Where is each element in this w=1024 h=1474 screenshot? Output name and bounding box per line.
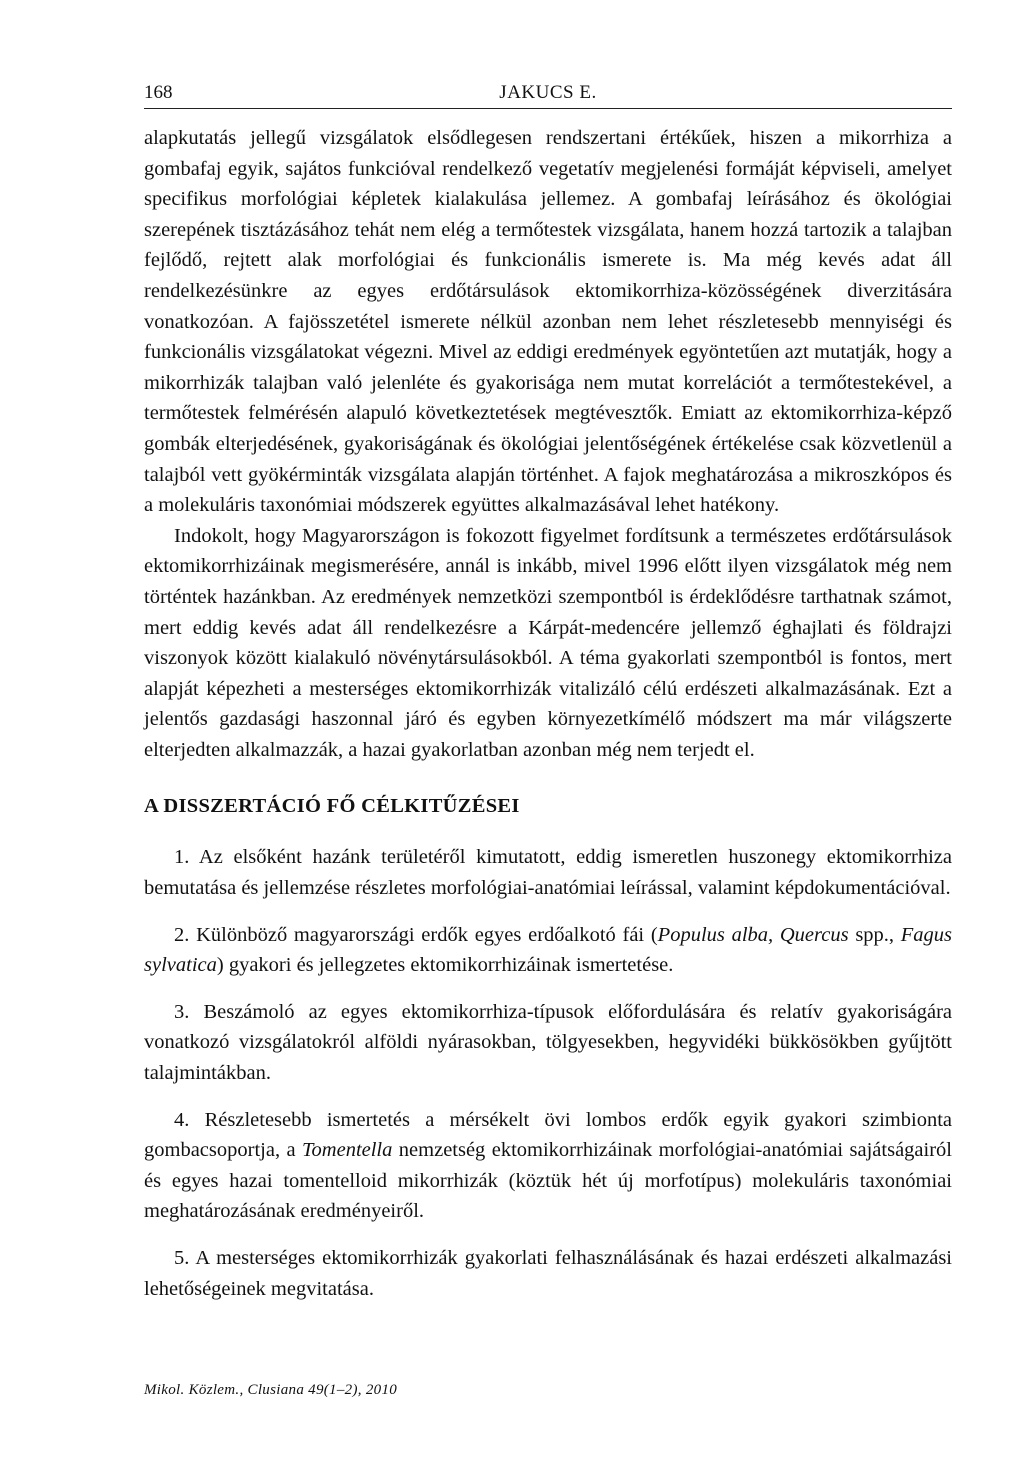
page [144, 78, 952, 1320]
goal-item-3: 3. Beszámoló az egyes ektomikorrhiza-típusok előfordulására és relatív gyakoriságára vonatkozó vizsgálatokról alföldi nyárasokban, tölgyesekben, hegyvidéki bükkösökben gyűjtött talajmintákban. [144, 1000, 952, 1085]
goal-item-2 [144, 920, 952, 981]
goal-item-5: 5. A mesterséges ektomikorrhizák gyakorlati felhasználásának és hazai erdészeti alkalmazási lehetőségeinek megvitatása. [144, 1247, 952, 1300]
goal-2-text-c: ) gyakori és jellegzetes ektomikorrhizáinak ismertetése. [216, 954, 674, 977]
paragraph-1: alapkutatás jellegű vizsgálatok elsődlegesen rendszertani értékűek, hiszen a mikorrhiza a gombafaj egyik, sajátos funkcióval rendelkező vegetatív megjelenési formáját képviseli, amelyet specifikus morfológiai képletek kialakulása jellemez. A gombafaj leírásához és ökológiai szerepének tisztázásához tehát nem elég a termőtestek vizsgálata, hanem hozzá tartozik a talajban fejlődő, rejtett alak morfológiai és funkcionális ismerete is. Ma még kevés adat áll rendelkezésünkre az egyes erdőtársulások ektomikorrhiza-közösségének diverzitására vonatkozóan. A fajösszetétel ismerete nélkül azonban nem lehet részletesebb mennyiségi és funkcionális vizsgálatokat végezni. Mivel az eddigi eredmények egyöntetűen azt mutatják, hogy a mikorrhizák talajban való jelenléte és gyakorisága nem mutat korrelációt a termőtestekével, a termőtestek felmérésén alapuló következtetések megtévesztők. Emiatt az ektomikorrhiza-képző gombák elterjedésének, gyakoriságának és ökológiai jelentőségének értékelése csak közvetlenül a talajból vett gyökérminták vizsgálata alapján történhet. A fajok meghatározása a mikroszkópos és a molekuláris taxonómiai módszerek együttes alkalmazásával lehet hatékony. [144, 127, 952, 517]
running-header [144, 78, 952, 109]
goal-2-taxon-populus-quercus: Populus alba, Quercus [657, 923, 849, 946]
running-title: JAKUCS E. [499, 82, 597, 103]
goal-4-text-b: nemzetség ektomikorrhizáinak morfológiai-anatómiai sajátságairól és egyes hazai tomentelloid mikorrhizák (köztük hét új morfotípus) molekuláris taxonómiai meghatározásának eredményeiről. [144, 1139, 952, 1223]
goal-item-4 [144, 1105, 952, 1227]
goal-2-taxon-fagus: Fagus sylvatica [144, 923, 953, 977]
journal-citation: Mikol. Közlem., Clusiana 49(1–2), 2010 [144, 1382, 398, 1398]
goal-2-text-a: 2. Különböző magyarországi erdők egyes erdőalkotó fái ( [174, 923, 658, 946]
body-text [144, 123, 952, 765]
goals-list [144, 842, 952, 1304]
section-heading: A DISSZERTÁCIÓ FŐ CÉLKITŰZÉSEI [144, 795, 520, 818]
goal-4-text-a: 4. Részletesebb ismertetés a mérsékelt övi lombos erdők egyik gyakori szimbionta gombacsoportja, a [144, 1108, 952, 1162]
goal-4-taxon-tomentella: Tomentella [302, 1139, 393, 1162]
paragraph-2: Indokolt, hogy Magyarországon is fokozott figyelmet fordítsunk a természetes erdőtársulások ektomikorrhizáinak megismerésére, annál is inkább, mivel 1996 előtt ilyen vizsgálatok még nem történtek hazánkban. Az eredmények nemzetközi szempontból is érdeklődésre tarthatnak számot, mert eddig kevés adat áll rendelkezésre a Kárpát-medencére jellemző éghajlati és földrajzi viszonyok között kialakuló növénytársulásokból. A téma gyakorlati szempontból is fontos, mert alapját képezheti a mesterséges ektomikorrhizák vitalizáló célú erdészeti alkalmazásának. Ezt a jelentős gazdasági haszonnal járó és egyben környezetkímélő módszert ma már világszerte elterjedten alkalmazzák, a hazai gyakorlatban azonban még nem terjedt el. [144, 524, 952, 761]
goal-item-1: 1. Az elsőként hazánk területéről kimutatott, eddig ismeretlen huszonegy ektomikorrhiza bemutatása és jellemzése részletes morfológiai-anatómiai leírással, valamint képdokumentációval. [144, 846, 952, 900]
page-number: 168 [144, 82, 173, 103]
goal-2-text-b: spp., [848, 923, 901, 946]
